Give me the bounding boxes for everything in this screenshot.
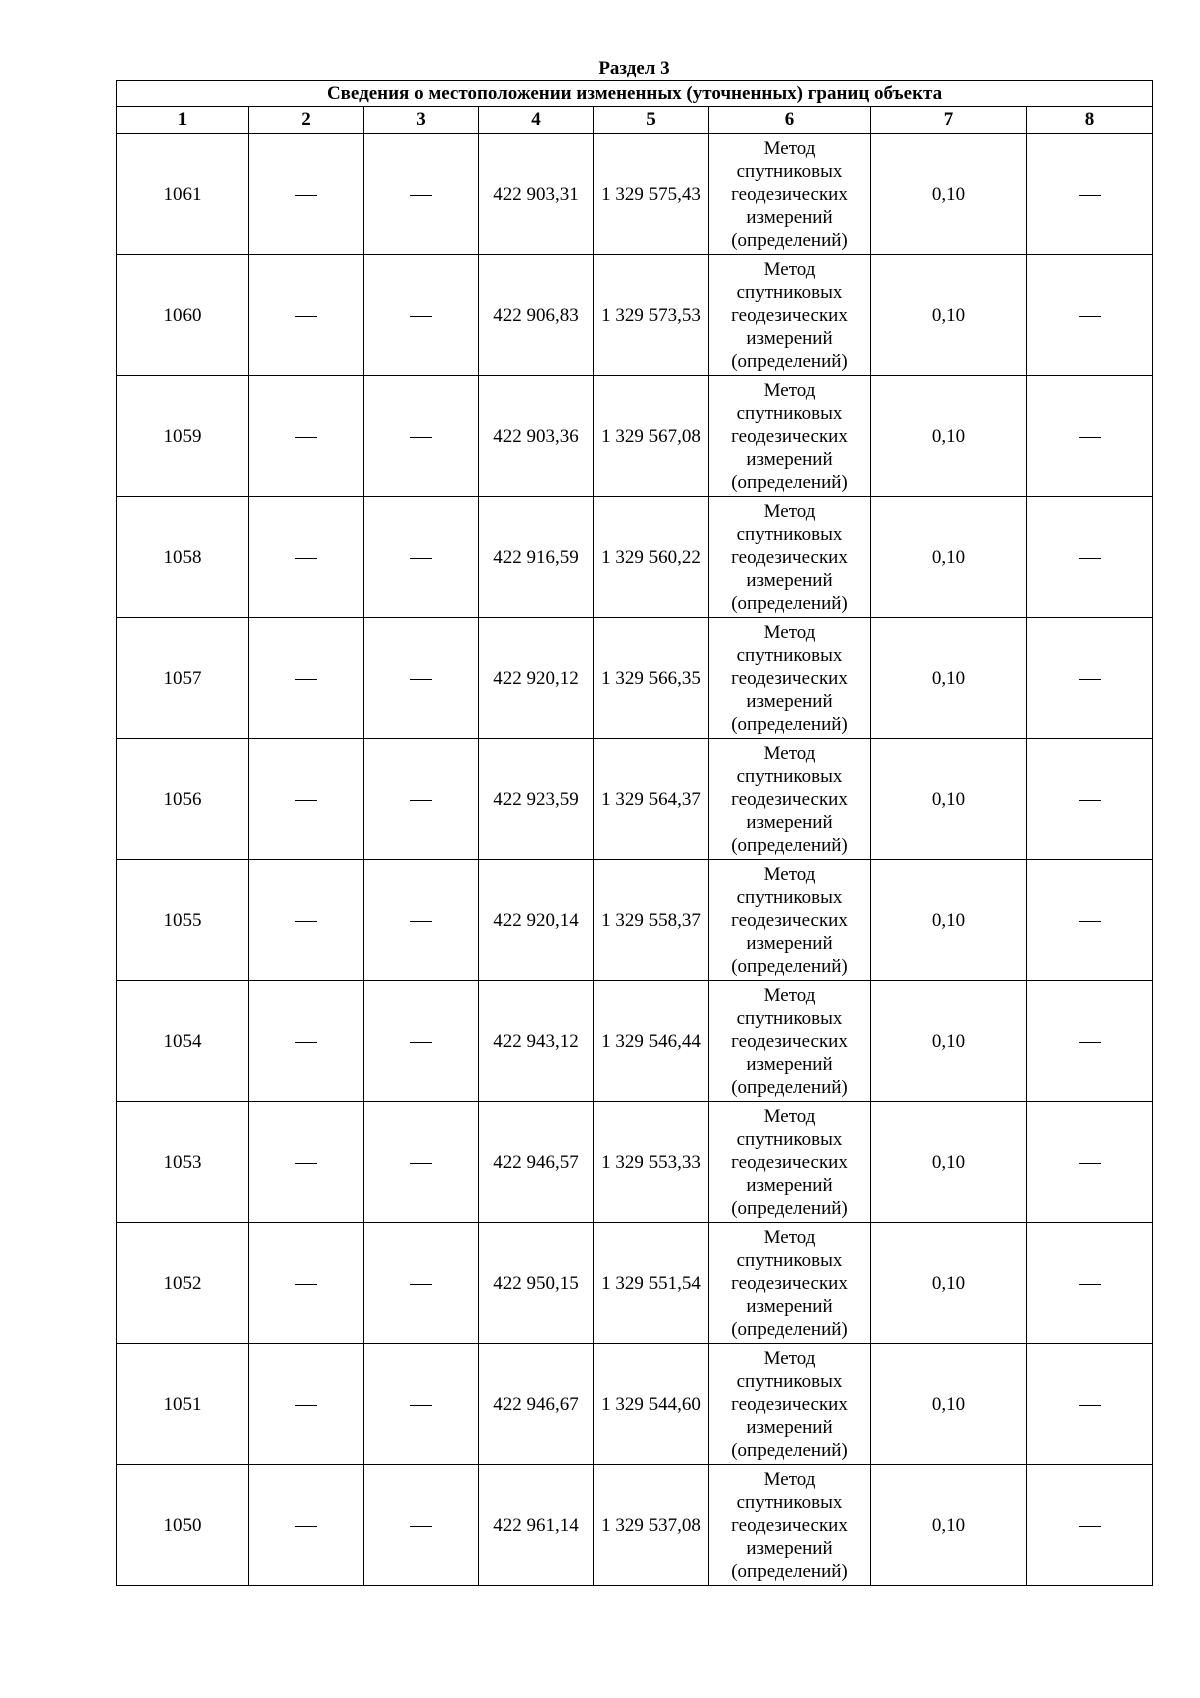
dash-cell: [1027, 981, 1153, 1102]
column-number: 7: [871, 107, 1027, 134]
dash-mark: [295, 1163, 317, 1164]
y-coordinate-cell: 1 329 551,54: [594, 1223, 709, 1344]
dash-cell: [364, 134, 479, 255]
dash-mark: [410, 1526, 432, 1527]
dash-mark: [410, 1405, 432, 1406]
dash-cell: [249, 255, 364, 376]
dash-mark: [1079, 1163, 1101, 1164]
dash-mark: [1079, 679, 1101, 680]
dash-mark: [410, 921, 432, 922]
method-text: Метод спутниковых геодезических измерений (определений): [731, 1347, 848, 1461]
point-number-cell: 1051: [117, 1344, 249, 1465]
method-text: Метод спутниковых геодезических измерений (определений): [731, 1468, 848, 1582]
table-row: [117, 981, 1153, 1102]
x-coordinate-cell: 422 950,15: [479, 1223, 594, 1344]
method-cell: [709, 255, 871, 376]
dash-cell: [1027, 618, 1153, 739]
method-text: Метод спутниковых геодезических измерений (определений): [731, 1105, 848, 1219]
dash-cell: [249, 376, 364, 497]
dash-cell: [1027, 376, 1153, 497]
x-coordinate-cell: 422 906,83: [479, 255, 594, 376]
dash-cell: [249, 1344, 364, 1465]
x-coordinate-cell: 422 923,59: [479, 739, 594, 860]
dash-mark: [1079, 921, 1101, 922]
accuracy-cell: 0,10: [871, 376, 1027, 497]
dash-mark: [410, 679, 432, 680]
method-text: Метод спутниковых геодезических измерений (определений): [731, 379, 848, 493]
method-cell: [709, 376, 871, 497]
dash-mark: [295, 1526, 317, 1527]
dash-cell: [1027, 860, 1153, 981]
column-number: 6: [709, 107, 871, 134]
dash-mark: [1079, 1284, 1101, 1285]
dash-mark: [1079, 195, 1101, 196]
y-coordinate-cell: 1 329 575,43: [594, 134, 709, 255]
method-text: Метод спутниковых геодезических измерений (определений): [731, 500, 848, 614]
table-body: [117, 134, 1153, 1586]
y-coordinate-cell: 1 329 544,60: [594, 1344, 709, 1465]
point-number-cell: 1056: [117, 739, 249, 860]
method-cell: [709, 134, 871, 255]
column-number: 4: [479, 107, 594, 134]
method-cell: [709, 497, 871, 618]
dash-cell: [1027, 1102, 1153, 1223]
dash-cell: [364, 981, 479, 1102]
dash-cell: [364, 1102, 479, 1223]
point-number-cell: 1058: [117, 497, 249, 618]
accuracy-cell: 0,10: [871, 1223, 1027, 1344]
table-row: [117, 1344, 1153, 1465]
y-coordinate-cell: 1 329 564,37: [594, 739, 709, 860]
dash-mark: [295, 195, 317, 196]
table-row: [117, 739, 1153, 860]
point-number-cell: 1061: [117, 134, 249, 255]
section-title: Раздел 3: [598, 58, 670, 79]
dash-mark: [410, 558, 432, 559]
table-caption: Сведения о местоположении измененных (уточненных) границ объекта: [117, 81, 1153, 107]
accuracy-cell: 0,10: [871, 1344, 1027, 1465]
accuracy-cell: 0,10: [871, 255, 1027, 376]
dash-cell: [249, 618, 364, 739]
dash-cell: [249, 739, 364, 860]
dash-cell: [364, 1223, 479, 1344]
method-cell: [709, 1102, 871, 1223]
method-text: Метод спутниковых геодезических измерений (определений): [731, 742, 848, 856]
dash-cell: [1027, 1344, 1153, 1465]
dash-cell: [249, 860, 364, 981]
y-coordinate-cell: 1 329 553,33: [594, 1102, 709, 1223]
dash-mark: [295, 558, 317, 559]
table-row: [117, 1465, 1153, 1586]
method-cell: [709, 1223, 871, 1344]
point-number-cell: 1055: [117, 860, 249, 981]
method-text: Метод спутниковых геодезических измерений (определений): [731, 1226, 848, 1340]
method-text: Метод спутниковых геодезических измерений (определений): [731, 984, 848, 1098]
boundary-table: [116, 80, 1153, 1586]
y-coordinate-cell: 1 329 567,08: [594, 376, 709, 497]
point-number-cell: 1053: [117, 1102, 249, 1223]
table-row: [117, 255, 1153, 376]
method-cell: [709, 860, 871, 981]
x-coordinate-cell: 422 943,12: [479, 981, 594, 1102]
dash-cell: [249, 1102, 364, 1223]
dash-cell: [1027, 1465, 1153, 1586]
dash-mark: [410, 316, 432, 317]
column-number: 5: [594, 107, 709, 134]
dash-mark: [1079, 316, 1101, 317]
accuracy-cell: 0,10: [871, 497, 1027, 618]
dash-mark: [1079, 1526, 1101, 1527]
dash-cell: [364, 1344, 479, 1465]
point-number-cell: 1057: [117, 618, 249, 739]
method-text: Метод спутниковых геодезических измерений (определений): [731, 137, 848, 251]
dash-mark: [295, 437, 317, 438]
column-number: 3: [364, 107, 479, 134]
x-coordinate-cell: 422 920,12: [479, 618, 594, 739]
dash-cell: [364, 618, 479, 739]
dash-mark: [410, 195, 432, 196]
point-number-cell: 1052: [117, 1223, 249, 1344]
dash-cell: [364, 255, 479, 376]
accuracy-cell: 0,10: [871, 618, 1027, 739]
dash-cell: [364, 1465, 479, 1586]
x-coordinate-cell: 422 903,31: [479, 134, 594, 255]
x-coordinate-cell: 422 961,14: [479, 1465, 594, 1586]
dash-mark: [1079, 800, 1101, 801]
dash-cell: [1027, 134, 1153, 255]
y-coordinate-cell: 1 329 558,37: [594, 860, 709, 981]
dash-mark: [295, 921, 317, 922]
method-text: Метод спутниковых геодезических измерений (определений): [731, 258, 848, 372]
column-number: 1: [117, 107, 249, 134]
dash-mark: [295, 679, 317, 680]
dash-mark: [1079, 1405, 1101, 1406]
table-row: [117, 860, 1153, 981]
point-number-cell: 1060: [117, 255, 249, 376]
table-row: [117, 1102, 1153, 1223]
dash-mark: [410, 1284, 432, 1285]
point-number-cell: 1059: [117, 376, 249, 497]
column-number: 8: [1027, 107, 1153, 134]
y-coordinate-cell: 1 329 537,08: [594, 1465, 709, 1586]
x-coordinate-cell: 422 903,36: [479, 376, 594, 497]
dash-mark: [295, 1042, 317, 1043]
table-row: [117, 134, 1153, 255]
dash-mark: [295, 1284, 317, 1285]
dash-mark: [410, 1163, 432, 1164]
dash-mark: [295, 1405, 317, 1406]
table-row: [117, 376, 1153, 497]
column-number-row: [117, 107, 1153, 134]
dash-mark: [410, 800, 432, 801]
x-coordinate-cell: 422 946,57: [479, 1102, 594, 1223]
accuracy-cell: 0,10: [871, 1465, 1027, 1586]
document-page: [116, 58, 1152, 1586]
dash-mark: [410, 437, 432, 438]
dash-cell: [1027, 255, 1153, 376]
accuracy-cell: 0,10: [871, 134, 1027, 255]
dash-cell: [249, 134, 364, 255]
dash-cell: [1027, 497, 1153, 618]
dash-cell: [364, 376, 479, 497]
method-cell: [709, 981, 871, 1102]
y-coordinate-cell: 1 329 546,44: [594, 981, 709, 1102]
table-row: [117, 497, 1153, 618]
table-row: [117, 618, 1153, 739]
method-text: Метод спутниковых геодезических измерений (определений): [731, 621, 848, 735]
dash-cell: [249, 981, 364, 1102]
accuracy-cell: 0,10: [871, 1102, 1027, 1223]
x-coordinate-cell: 422 916,59: [479, 497, 594, 618]
method-cell: [709, 1344, 871, 1465]
dash-cell: [364, 497, 479, 618]
table-row: [117, 1223, 1153, 1344]
point-number-cell: 1054: [117, 981, 249, 1102]
dash-cell: [364, 739, 479, 860]
column-number: 2: [249, 107, 364, 134]
dash-cell: [364, 860, 479, 981]
dash-cell: [1027, 739, 1153, 860]
dash-mark: [1079, 558, 1101, 559]
y-coordinate-cell: 1 329 573,53: [594, 255, 709, 376]
y-coordinate-cell: 1 329 560,22: [594, 497, 709, 618]
method-cell: [709, 739, 871, 860]
method-text: Метод спутниковых геодезических измерений (определений): [731, 863, 848, 977]
point-number-cell: 1050: [117, 1465, 249, 1586]
dash-cell: [249, 497, 364, 618]
dash-cell: [249, 1223, 364, 1344]
dash-mark: [295, 316, 317, 317]
dash-mark: [295, 800, 317, 801]
dash-cell: [1027, 1223, 1153, 1344]
dash-mark: [1079, 1042, 1101, 1043]
accuracy-cell: 0,10: [871, 860, 1027, 981]
method-cell: [709, 1465, 871, 1586]
x-coordinate-cell: 422 946,67: [479, 1344, 594, 1465]
dash-mark: [410, 1042, 432, 1043]
x-coordinate-cell: 422 920,14: [479, 860, 594, 981]
y-coordinate-cell: 1 329 566,35: [594, 618, 709, 739]
dash-mark: [1079, 437, 1101, 438]
accuracy-cell: 0,10: [871, 981, 1027, 1102]
dash-cell: [249, 1465, 364, 1586]
method-cell: [709, 618, 871, 739]
accuracy-cell: 0,10: [871, 739, 1027, 860]
